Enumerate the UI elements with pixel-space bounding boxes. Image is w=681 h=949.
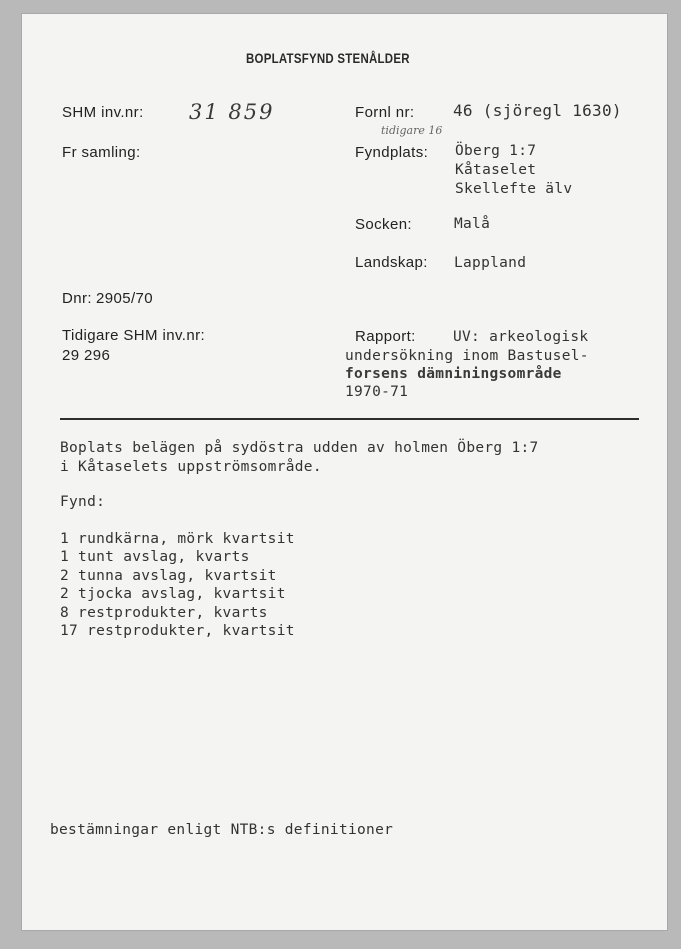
fynd-item: 1 rundkärna, mörk kvartsit xyxy=(60,531,295,547)
tidigare-value: 29 296 xyxy=(62,347,111,364)
fyndplats-label: Fyndplats: xyxy=(355,144,429,161)
fynd-item: 8 restprodukter, kvarts xyxy=(60,605,268,621)
fynd-item: 2 tjocka avslag, kvartsit xyxy=(60,586,286,602)
fornl-label: Fornl nr: xyxy=(355,104,415,121)
landskap-value: Lappland xyxy=(454,255,527,271)
fornl-handwritten-note: tidigare 16 xyxy=(381,124,443,137)
fornl-value: 46 (sjöregl 1630) xyxy=(453,101,622,120)
footer-note: bestämningar enligt NTB:s definitioner xyxy=(50,822,394,838)
rapport-line: undersökning inom Bastusel- xyxy=(345,348,589,364)
fr-samling-label: Fr samling: xyxy=(62,144,141,161)
shm-inv-label: SHM inv.nr: xyxy=(62,104,144,121)
dnr-label: Dnr: xyxy=(62,290,92,307)
rapport-label: Rapport: xyxy=(355,328,416,345)
tidigare-label: Tidigare SHM inv.nr: xyxy=(62,327,206,344)
card-title: BOPLATSFYND STENÅLDER xyxy=(246,50,410,66)
fyndplats-line: Kåtaselet xyxy=(455,162,537,178)
fyndplats-line: Öberg 1:7 xyxy=(455,143,537,159)
fynd-item: 17 restprodukter, kvartsit xyxy=(60,623,295,639)
fynd-item: 1 tunt avslag, kvarts xyxy=(60,549,250,565)
fynd-item: 2 tunna avslag, kvartsit xyxy=(60,568,277,584)
fynd-label: Fynd: xyxy=(60,494,106,510)
socken-value: Malå xyxy=(454,216,491,232)
dnr-value: 2905/70 xyxy=(96,290,154,307)
rapport-line: forsens dämniningsområde xyxy=(345,366,562,382)
description-line: Boplats belägen på sydöstra udden av holmen Öberg 1:7 xyxy=(60,440,539,456)
rapport-line: UV: arkeologisk xyxy=(453,329,589,345)
socken-label: Socken: xyxy=(355,216,412,233)
shm-inv-value: 31 859 xyxy=(189,100,275,124)
landskap-label: Landskap: xyxy=(355,254,428,271)
rapport-line: 1970-71 xyxy=(345,384,409,400)
description-line: i Kåtaselets uppströmsområde. xyxy=(60,459,322,475)
fyndplats-line: Skellefte älv xyxy=(455,181,573,197)
divider-line xyxy=(60,418,639,420)
